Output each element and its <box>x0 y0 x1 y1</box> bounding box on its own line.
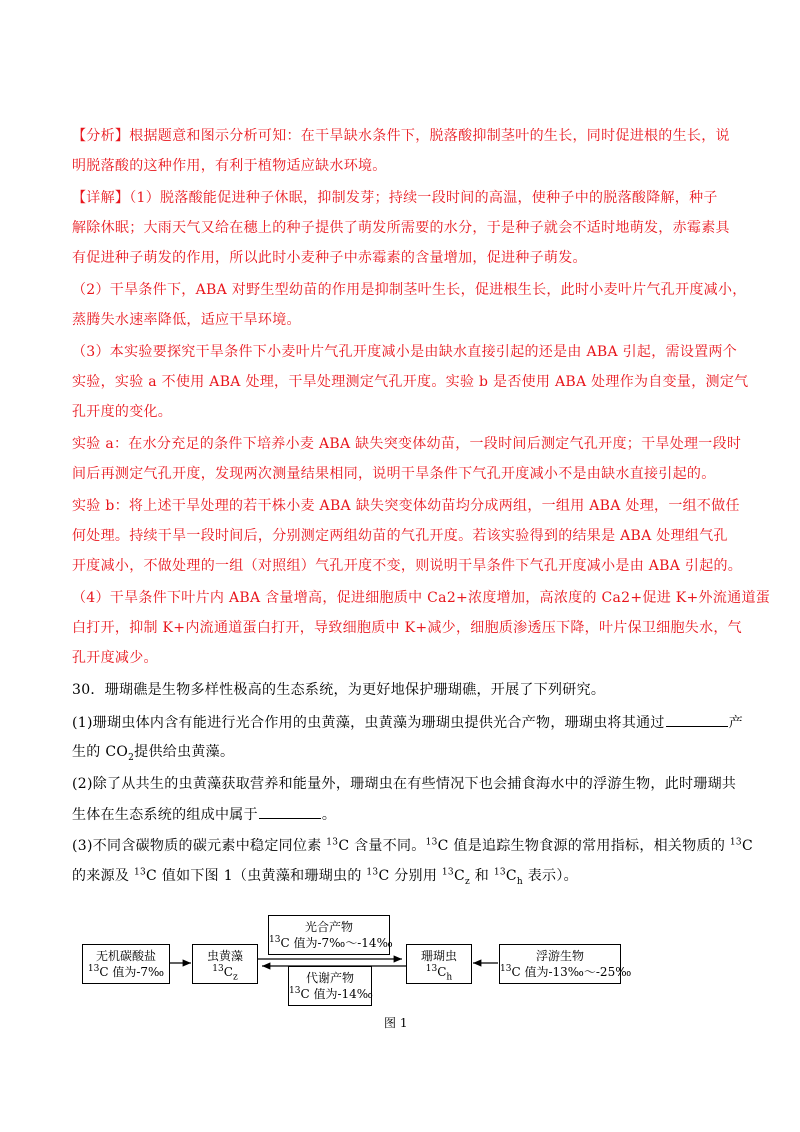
zooxanthellae-symbol <box>193 964 257 983</box>
question-30-intro: 30．珊瑚礁是生物多样性极高的生态系统，为更好地保护珊瑚礁，开展了下列研究。 <box>72 682 606 698</box>
detail-line-8: 孔开度的变化。 <box>72 404 173 420</box>
sub-z: z <box>464 876 470 887</box>
co2-subscript: 2 <box>128 752 135 763</box>
inorganic-carbonate-box <box>82 944 170 984</box>
detail-line-1: 【详解】（1）脱落酸能促进种子休眠，抑制发芽；持续一段时间的高温，使种子中的脱落酸降解，种子 <box>72 190 718 206</box>
detail-line-13: 开度减小，不做处理的一组（对照组）气孔开度不变，则说明干旱条件下气孔开度减小是由 ABA 引起的。 <box>72 558 743 574</box>
q30-part3-a: (3)不同含碳物质的碳元素中稳定同位素 <box>72 838 327 854</box>
q30-part3-d: C <box>741 838 753 854</box>
inorganic-value-text: C 值为-7‰ <box>99 965 165 979</box>
question-30-part2-line1: (2)除了从共生的虫黄藻获取营养和能量外，珊瑚虫在有些情况下也会捕食海水中的浮游生物，此时珊瑚共 <box>72 776 737 792</box>
detail-line-10: 间后再测定气孔开度，发现两次测量结果相同，说明干旱条件下气孔开度减小不是由缺水直接引起的。 <box>72 466 716 482</box>
q30-part3-k: 表示）。 <box>523 868 578 884</box>
analysis-line-2: 明脱落酸的这种作用，有利于植物适应缺水环境。 <box>72 158 387 174</box>
q30-part1-co2: 生的 CO <box>72 744 129 760</box>
zooxanthellae-label: 虫黄藻 <box>206 949 243 963</box>
q30-part3-j: C <box>505 868 517 884</box>
q30-part3-h: C <box>453 868 465 884</box>
coral-sym-text: C <box>437 965 447 979</box>
photosynthate-value <box>269 935 393 951</box>
sup-13: 13 <box>425 964 438 974</box>
q30-part3-e: 的来源及 <box>72 868 134 884</box>
q30-part2-text: 生体在生态系统的组成中属于 <box>72 807 258 823</box>
q30-part3-f: C 值如下图 1（虫黄藻和珊瑚虫的 <box>146 868 367 884</box>
plankton-box <box>499 944 632 984</box>
q30-part1-text: (1)珊瑚虫体内含有能进行光合作用的虫黄藻，虫黄藻为珊瑚虫提供光合产物，珊瑚虫将其通过 <box>72 715 665 731</box>
detail-line-7: 实验，实验 a 不使用 ABA 处理，干旱处理测定气孔开度。实验 b 是否使用 ABA 处理作为自变量，测定气 <box>72 374 749 390</box>
sup-13: 13 <box>493 867 506 878</box>
coral-symbol <box>407 964 471 983</box>
q30-part1-end: 提供给虫黄藻。 <box>134 744 235 760</box>
detail-line-6: （3）本实验要探究干旱条件下小麦叶片气孔开度减小是由缺水直接引起的还是由 ABA 引起，需设置两个 <box>72 344 738 360</box>
coral-box <box>406 944 472 984</box>
coral-label: 珊瑚虫 <box>420 949 457 963</box>
metabolite-label: 代谢产物 <box>305 971 354 985</box>
sup-13: 13 <box>425 837 438 848</box>
zooxanthellae-box <box>192 944 258 984</box>
plankton-label: 浮游生物 <box>535 949 584 963</box>
detail-line-5: 蒸腾失水速率降低，适应干旱环境。 <box>72 312 301 328</box>
metabolite-box <box>288 966 372 1006</box>
detail-line-16: 孔开度减少。 <box>72 650 158 666</box>
zoox-sym-text: C <box>223 965 233 979</box>
figure-caption: 图 1 <box>384 1016 408 1030</box>
q30-part3-i: 和 <box>470 868 494 884</box>
detail-line-12: 何处理。持续干旱一段时间后，分别测定两组幼苗的气孔开度。若该实验得到的结果是 ABA 处理组气孔 <box>72 528 728 544</box>
q30-part2-end: 。 <box>321 807 337 823</box>
sup-13: 13 <box>269 935 281 945</box>
q30-part3-b: C 含量不同。 <box>338 838 426 854</box>
sup-13: 13 <box>326 837 339 848</box>
q30-part1-tail: 产 <box>728 715 744 731</box>
sub-h: h <box>516 876 523 887</box>
sup-13: 13 <box>729 837 742 848</box>
sup-13: 13 <box>212 964 224 974</box>
q30-part3-c: C 值是追踪生物食源的常用指标，相关物质的 <box>437 838 730 854</box>
sup-13: 13 <box>133 867 147 878</box>
sub-h: h <box>446 972 453 983</box>
sup-13: 13 <box>289 986 301 996</box>
photosynthate-label: 光合产物 <box>304 920 353 934</box>
detail-line-15: 白打开，抑制 K+内流通道蛋白打开，导致细胞质中 K+减少，细胞质渗透压下降，叶片保卫细胞失水，气 <box>72 620 742 636</box>
meta-value-text: C 值为-14‰ <box>300 987 373 1001</box>
sup-13: 13 <box>366 867 379 878</box>
analysis-line-1: 【分析】根据题意和图示分析可知：在干旱缺水条件下，脱落酸抑制茎叶的生长，同时促进根的生长，说 <box>72 128 730 144</box>
photosynthate-box <box>268 915 393 955</box>
detail-line-2: 解除休眠；大雨天气又给在穗上的种子提供了萌发所需要的水分，于是种子就会不适时地萌发，赤霉素具 <box>72 220 730 236</box>
detail-line-14: （4）干旱条件下叶片内 ABA 含量增高，促进细胞质中 Ca2+浓度增加，高浓度的 Ca2+促进 K+外流通道蛋 <box>72 590 771 606</box>
plankton-value-text: C 值为-13‰～-25‰ <box>511 965 632 979</box>
q30-part3-g: C 分别用 <box>378 868 442 884</box>
metabolite-value <box>289 986 371 1002</box>
sub-z: z <box>232 972 238 983</box>
detail-line-4: （2）干旱条件下，ABA 对野生型幼苗的作用是抑制茎叶生长，促进根生长，此时小麦叶片气孔开度减小， <box>72 282 747 298</box>
sup-13: 13 <box>87 964 100 974</box>
photo-value-text: C 值为-7‰～-14‰ <box>280 936 393 950</box>
plankton-value <box>500 964 632 980</box>
inorganic-carbonate-value <box>83 964 169 980</box>
detail-line-9: 实验 a：在水分充足的条件下培养小麦 ABA 缺失突变体幼苗，一段时间后测定气孔开度；干旱处理一段时 <box>72 436 742 452</box>
detail-line-3: 有促进种子萌发的作用，所以此时小麦种子中赤霉素的含量增加，促进种子萌发。 <box>72 250 587 266</box>
detail-line-11: 实验 b：将上述干旱处理的若干株小麦 ABA 缺失突变体幼苗均分成两组，一组用 ABA 处理，一组不做任 <box>72 498 740 514</box>
sup-13: 13 <box>500 964 512 974</box>
inorganic-carbonate-label: 无机碳酸盐 <box>95 949 156 963</box>
sup-13: 13 <box>441 867 454 878</box>
